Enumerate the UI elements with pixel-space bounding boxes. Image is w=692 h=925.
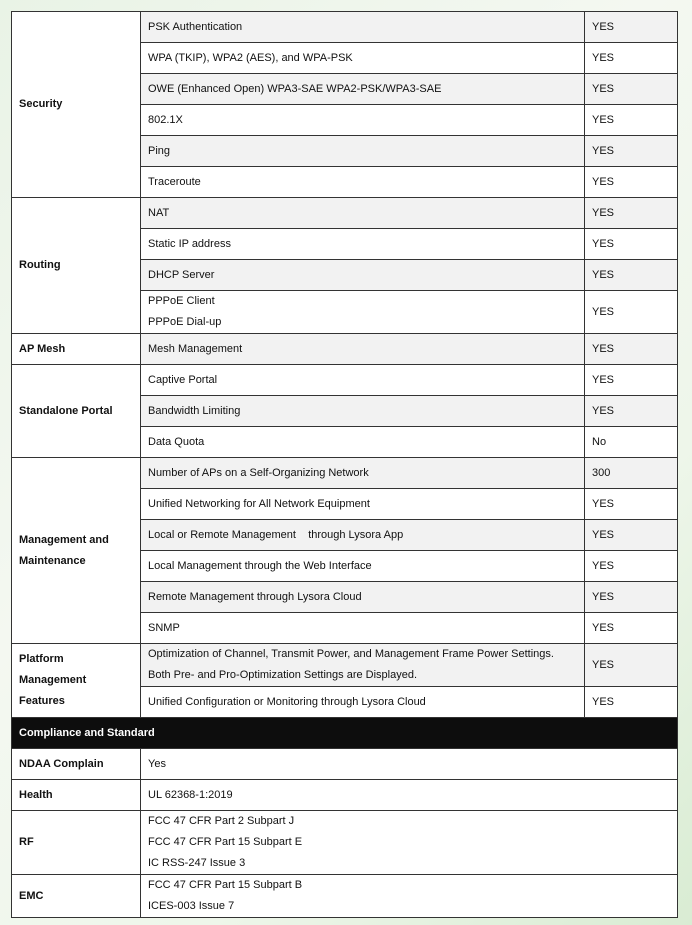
feature-cell: NAT [141, 198, 585, 229]
value-cell: YES [585, 644, 678, 687]
value-cell: YES [585, 136, 678, 167]
table-row [12, 198, 678, 229]
value-cell: YES [585, 198, 678, 229]
table-row [12, 12, 678, 43]
value-cell: YES [585, 43, 678, 74]
value-cell: YES [585, 687, 678, 718]
category-platform [12, 644, 141, 718]
compliance-line: FCC 47 CFR Part 15 Subpart B [148, 879, 303, 891]
table-row [12, 334, 678, 365]
compliance-line: FCC 47 CFR Part 2 Subpart J [148, 815, 295, 827]
spec-table [11, 11, 678, 918]
category-line: Maintenance [19, 554, 86, 567]
feature-cell [141, 291, 585, 334]
feature-cell: Bandwidth Limiting [141, 396, 585, 427]
category-management [12, 458, 141, 644]
compliance-line: ICES-003 Issue 7 [148, 900, 235, 912]
category-routing: Routing [12, 198, 141, 334]
table-row [12, 875, 678, 918]
compliance-label: NDAA Complain [12, 749, 141, 780]
value-cell: YES [585, 229, 678, 260]
value-cell: 300 [585, 458, 678, 489]
feature-cell: Ping [141, 136, 585, 167]
table-row [12, 365, 678, 396]
feature-cell: PSK Authentication [141, 12, 585, 43]
feature-line: Both Pre- and Pro-Optimization Settings are Displayed. [148, 669, 418, 681]
compliance-label: EMC [12, 875, 141, 918]
category-standalone-portal: Standalone Portal [12, 365, 141, 458]
value-cell: YES [585, 291, 678, 334]
feature-cell: Unified Configuration or Monitoring through Lysora Cloud [141, 687, 585, 718]
value-cell: YES [585, 167, 678, 198]
compliance-label: RF [12, 811, 141, 875]
table-row [12, 811, 678, 875]
compliance-value: Yes [141, 749, 678, 780]
value-cell: YES [585, 520, 678, 551]
compliance-label: Health [12, 780, 141, 811]
feature-cell: WPA (TKIP), WPA2 (AES), and WPA-PSK [141, 43, 585, 74]
value-cell: YES [585, 551, 678, 582]
category-line: Platform [19, 653, 64, 665]
feature-cell: Local Management through the Web Interface [141, 551, 585, 582]
compliance-value [141, 875, 678, 918]
table-row [12, 458, 678, 489]
value-cell: No [585, 427, 678, 458]
category-ap-mesh: AP Mesh [12, 334, 141, 365]
category-line: Features [19, 695, 65, 707]
value-cell: YES [585, 260, 678, 291]
feature-cell: Number of APs on a Self-Organizing Network [141, 458, 585, 489]
value-cell: YES [585, 365, 678, 396]
value-cell: YES [585, 334, 678, 365]
feature-line: PPPoE Dial-up [148, 316, 222, 328]
compliance-value: UL 62368-1:2019 [141, 780, 678, 811]
table-row [12, 749, 678, 780]
feature-cell [141, 644, 585, 687]
feature-cell: DHCP Server [141, 260, 585, 291]
feature-cell: OWE (Enhanced Open) WPA3-SAE WPA2-PSK/WPA3-SAE [141, 74, 585, 105]
feature-cell: Captive Portal [141, 365, 585, 396]
value-cell: YES [585, 396, 678, 427]
category-line: Management [19, 674, 87, 686]
compliance-line: IC RSS-247 Issue 3 [148, 857, 246, 869]
feature-cell: Unified Networking for All Network Equipment [141, 489, 585, 520]
feature-cell: SNMP [141, 613, 585, 644]
table-row [12, 644, 678, 687]
feature-cell: Data Quota [141, 427, 585, 458]
feature-cell: 802.1X [141, 105, 585, 136]
feature-cell: Mesh Management [141, 334, 585, 365]
feature-cell: Remote Management through Lysora Cloud [141, 582, 585, 613]
compliance-value [141, 811, 678, 875]
table-row [12, 780, 678, 811]
category-security: Security [12, 12, 141, 198]
value-cell: YES [585, 582, 678, 613]
feature-cell: Static IP address [141, 229, 585, 260]
spec-sheet [11, 11, 677, 918]
compliance-line: FCC 47 CFR Part 15 Subpart E [148, 836, 303, 848]
feature-line: Optimization of Channel, Transmit Power, and Management Frame Power Settings. [148, 648, 554, 660]
feature-cell: Local or Remote Management through Lysora App [141, 520, 585, 551]
value-cell: YES [585, 613, 678, 644]
category-line: Management and [19, 533, 109, 546]
value-cell: YES [585, 105, 678, 136]
feature-cell: Traceroute [141, 167, 585, 198]
section-header-row [12, 718, 678, 749]
feature-line: PPPoE Client [148, 295, 215, 307]
section-header: Compliance and Standard [12, 718, 678, 749]
value-cell: YES [585, 74, 678, 105]
value-cell: YES [585, 489, 678, 520]
value-cell: YES [585, 12, 678, 43]
